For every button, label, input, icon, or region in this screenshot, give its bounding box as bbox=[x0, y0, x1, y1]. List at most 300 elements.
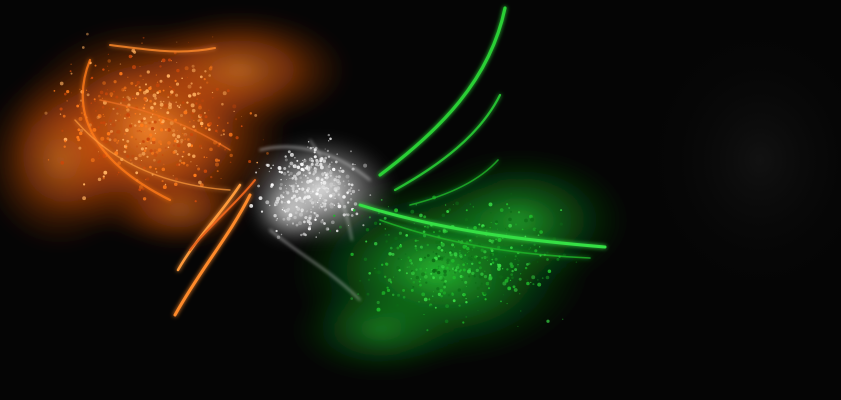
particle bbox=[377, 301, 380, 304]
particle bbox=[503, 244, 504, 245]
particle bbox=[352, 163, 354, 165]
particle bbox=[467, 263, 468, 264]
particle bbox=[419, 281, 421, 283]
particle bbox=[168, 146, 170, 148]
particle bbox=[95, 110, 97, 112]
particle bbox=[452, 268, 455, 271]
particle bbox=[144, 104, 146, 106]
particle bbox=[223, 133, 225, 135]
particle bbox=[513, 285, 516, 288]
particle bbox=[348, 183, 351, 186]
particle bbox=[488, 287, 490, 289]
particle bbox=[399, 241, 400, 242]
particle bbox=[441, 295, 443, 297]
particle bbox=[532, 283, 534, 285]
particle bbox=[139, 66, 140, 67]
particle bbox=[163, 185, 167, 189]
particle bbox=[153, 159, 156, 162]
particle bbox=[105, 125, 106, 126]
particle bbox=[443, 256, 444, 257]
particle bbox=[385, 228, 386, 229]
particle bbox=[576, 262, 577, 263]
particle bbox=[83, 183, 85, 185]
particle bbox=[208, 128, 211, 131]
particle bbox=[118, 140, 120, 142]
particle bbox=[445, 204, 446, 205]
particle bbox=[76, 136, 79, 139]
particle bbox=[311, 198, 313, 200]
particle bbox=[165, 184, 166, 185]
particle bbox=[158, 140, 162, 144]
particle bbox=[309, 179, 312, 182]
particle bbox=[526, 263, 529, 266]
particle bbox=[546, 251, 549, 254]
particle bbox=[181, 78, 183, 80]
particle bbox=[311, 201, 314, 204]
particle bbox=[154, 97, 157, 100]
particle bbox=[427, 244, 429, 246]
particle bbox=[289, 178, 290, 179]
particle bbox=[197, 92, 200, 95]
particle bbox=[284, 202, 285, 203]
particle bbox=[299, 213, 303, 217]
particle bbox=[283, 167, 286, 170]
particle bbox=[307, 219, 309, 221]
particle bbox=[539, 230, 543, 234]
particle bbox=[466, 247, 469, 250]
particle bbox=[506, 228, 507, 229]
particle bbox=[432, 276, 435, 279]
particle bbox=[60, 82, 64, 86]
particle bbox=[174, 182, 178, 186]
particle bbox=[106, 141, 108, 143]
particle bbox=[473, 226, 477, 230]
particle bbox=[438, 293, 441, 296]
particle bbox=[156, 171, 158, 173]
particle bbox=[113, 91, 115, 93]
particle bbox=[409, 259, 412, 262]
particle bbox=[103, 140, 107, 144]
particle bbox=[505, 256, 506, 257]
particle bbox=[181, 162, 183, 164]
particle bbox=[462, 321, 464, 323]
particle bbox=[329, 183, 333, 187]
particle bbox=[507, 287, 511, 291]
particle bbox=[107, 132, 111, 136]
particle bbox=[125, 144, 127, 146]
particle bbox=[199, 93, 200, 94]
particle bbox=[153, 102, 156, 105]
particle bbox=[116, 142, 118, 144]
particle bbox=[483, 256, 486, 259]
particle bbox=[285, 185, 286, 186]
particle bbox=[433, 251, 435, 253]
particle bbox=[204, 78, 206, 80]
particle bbox=[329, 163, 331, 165]
particle bbox=[470, 203, 472, 205]
particle bbox=[514, 288, 518, 292]
particle bbox=[385, 234, 387, 236]
particle bbox=[340, 167, 342, 169]
particle bbox=[124, 150, 127, 153]
particle bbox=[518, 259, 520, 261]
particle bbox=[495, 220, 498, 223]
particle bbox=[138, 188, 141, 191]
particle bbox=[464, 254, 466, 256]
particle bbox=[491, 249, 494, 252]
particle bbox=[136, 84, 138, 86]
particle bbox=[316, 160, 320, 164]
particle bbox=[259, 196, 263, 200]
particle bbox=[436, 287, 439, 290]
particle bbox=[121, 146, 122, 147]
particle bbox=[160, 80, 163, 83]
particle bbox=[329, 138, 332, 141]
particle bbox=[301, 209, 304, 212]
particle bbox=[187, 143, 191, 147]
particle bbox=[144, 99, 147, 102]
particle bbox=[280, 179, 282, 181]
particle bbox=[426, 268, 427, 269]
particle bbox=[98, 151, 99, 152]
particle bbox=[350, 187, 352, 189]
particle bbox=[477, 256, 478, 257]
particle bbox=[424, 314, 425, 315]
particle bbox=[459, 252, 461, 254]
particle bbox=[553, 237, 557, 241]
particle bbox=[522, 229, 524, 231]
particle bbox=[316, 236, 317, 237]
particle bbox=[121, 151, 122, 152]
particle bbox=[149, 149, 152, 152]
particle bbox=[331, 161, 333, 163]
particle bbox=[125, 90, 126, 91]
particle bbox=[282, 209, 283, 210]
particle bbox=[310, 209, 312, 211]
particle bbox=[379, 223, 381, 225]
particle bbox=[358, 189, 359, 190]
particle bbox=[198, 181, 202, 185]
particle bbox=[291, 177, 294, 180]
particle bbox=[495, 258, 498, 261]
particle bbox=[302, 201, 304, 203]
particle bbox=[217, 125, 218, 126]
particle bbox=[215, 159, 218, 162]
particle bbox=[288, 165, 290, 167]
particle bbox=[482, 292, 484, 294]
particle bbox=[186, 164, 189, 167]
particle bbox=[464, 234, 467, 237]
particle bbox=[299, 171, 301, 173]
particle bbox=[274, 204, 276, 206]
particle bbox=[440, 289, 443, 292]
particle bbox=[319, 194, 323, 198]
particle bbox=[495, 239, 497, 241]
particle bbox=[229, 133, 233, 137]
particle bbox=[410, 210, 414, 214]
particle bbox=[394, 208, 398, 212]
particle bbox=[60, 113, 61, 114]
particle bbox=[466, 209, 468, 211]
particle bbox=[99, 155, 100, 156]
particle bbox=[506, 203, 508, 205]
particle bbox=[309, 224, 310, 225]
particle bbox=[325, 149, 326, 150]
particle bbox=[77, 128, 80, 131]
particle bbox=[150, 106, 154, 110]
particle bbox=[308, 141, 309, 142]
particle bbox=[433, 291, 434, 292]
particle bbox=[426, 329, 428, 331]
particle bbox=[173, 144, 175, 146]
particle bbox=[182, 133, 183, 134]
particle bbox=[312, 191, 314, 193]
particle bbox=[316, 214, 319, 217]
particle bbox=[159, 65, 161, 67]
particle bbox=[293, 216, 296, 219]
particle bbox=[135, 97, 136, 98]
particle bbox=[153, 93, 157, 97]
particle bbox=[525, 267, 527, 269]
particle bbox=[346, 175, 350, 179]
particle bbox=[97, 116, 100, 119]
particle bbox=[156, 83, 160, 87]
particle bbox=[147, 70, 150, 73]
particle bbox=[470, 248, 472, 250]
particle bbox=[351, 184, 354, 187]
particle bbox=[444, 280, 447, 283]
particle bbox=[421, 293, 425, 297]
particle bbox=[143, 37, 145, 39]
particle bbox=[415, 240, 417, 242]
particle bbox=[348, 189, 352, 193]
particle bbox=[538, 284, 539, 285]
particle bbox=[188, 153, 191, 156]
particle bbox=[100, 137, 104, 141]
particle bbox=[232, 104, 236, 108]
particle bbox=[325, 189, 328, 192]
particle bbox=[439, 276, 443, 280]
particle bbox=[319, 198, 321, 200]
particle bbox=[176, 69, 179, 72]
particle bbox=[364, 258, 367, 261]
particle bbox=[417, 240, 418, 241]
particle bbox=[289, 185, 290, 186]
particle bbox=[307, 177, 309, 179]
particle bbox=[298, 198, 301, 201]
particle bbox=[435, 253, 437, 255]
particle bbox=[487, 256, 488, 257]
particle bbox=[445, 320, 449, 324]
particle bbox=[300, 163, 304, 167]
white-burst bbox=[245, 135, 395, 245]
particle bbox=[435, 266, 438, 269]
particle bbox=[424, 298, 428, 302]
particle bbox=[367, 293, 370, 296]
particle bbox=[177, 130, 178, 131]
particle bbox=[283, 172, 286, 175]
particle bbox=[300, 234, 302, 236]
particle bbox=[115, 137, 116, 138]
particle bbox=[419, 214, 423, 218]
particle bbox=[173, 93, 174, 94]
particle bbox=[405, 253, 407, 255]
particle bbox=[530, 218, 534, 222]
particle bbox=[91, 102, 93, 104]
particle bbox=[143, 91, 147, 95]
particle bbox=[145, 125, 148, 128]
particle bbox=[440, 296, 441, 297]
particle bbox=[438, 255, 440, 257]
particle bbox=[388, 234, 390, 236]
particle bbox=[442, 214, 446, 218]
particle bbox=[183, 110, 187, 114]
particle bbox=[134, 124, 136, 126]
particle bbox=[435, 307, 437, 309]
particle bbox=[319, 158, 320, 159]
particle bbox=[309, 158, 313, 162]
particle bbox=[248, 160, 251, 163]
particle bbox=[321, 172, 324, 175]
particle bbox=[427, 254, 430, 257]
particle bbox=[281, 201, 284, 204]
particle bbox=[193, 120, 194, 121]
particle bbox=[249, 204, 253, 208]
particle bbox=[490, 212, 492, 214]
particle bbox=[125, 147, 127, 149]
particle bbox=[129, 55, 132, 58]
particle bbox=[156, 111, 157, 112]
particle bbox=[118, 172, 120, 174]
particle bbox=[324, 194, 325, 195]
particle bbox=[204, 169, 207, 172]
particle bbox=[292, 184, 296, 188]
particle bbox=[269, 205, 270, 206]
particle bbox=[319, 207, 320, 208]
particle bbox=[498, 238, 502, 242]
particle bbox=[208, 122, 211, 125]
particle bbox=[513, 248, 514, 249]
particle bbox=[304, 191, 307, 194]
particle bbox=[439, 230, 441, 232]
particle bbox=[79, 117, 83, 121]
particle bbox=[162, 59, 166, 63]
particle bbox=[144, 121, 147, 124]
particle bbox=[141, 119, 144, 122]
particle bbox=[133, 51, 136, 54]
particle bbox=[176, 83, 179, 86]
particle bbox=[408, 256, 410, 258]
particle bbox=[212, 97, 214, 99]
particle bbox=[103, 116, 104, 117]
particle bbox=[526, 282, 530, 286]
particle bbox=[188, 42, 189, 43]
particle bbox=[443, 291, 446, 294]
particle bbox=[302, 160, 303, 161]
particle bbox=[480, 273, 483, 276]
particle bbox=[192, 93, 196, 97]
particle bbox=[462, 276, 464, 278]
particle bbox=[119, 105, 120, 106]
particle bbox=[341, 170, 344, 173]
particle bbox=[167, 141, 171, 145]
particle bbox=[488, 277, 492, 281]
particle bbox=[210, 176, 212, 178]
particle bbox=[330, 170, 331, 171]
particle bbox=[397, 258, 399, 260]
particle bbox=[140, 164, 142, 166]
particle bbox=[394, 237, 397, 240]
particle bbox=[296, 181, 297, 182]
particle bbox=[484, 226, 486, 228]
particle bbox=[443, 286, 446, 289]
particle bbox=[334, 178, 337, 181]
particle bbox=[381, 264, 383, 266]
particle bbox=[316, 193, 319, 196]
particle bbox=[300, 188, 302, 190]
particle bbox=[454, 246, 455, 247]
particle bbox=[457, 264, 460, 267]
particle bbox=[292, 188, 295, 191]
particle bbox=[533, 244, 535, 246]
particle bbox=[446, 262, 449, 265]
particle bbox=[173, 175, 174, 176]
particle bbox=[98, 178, 101, 181]
particle bbox=[321, 179, 324, 182]
particle bbox=[336, 230, 339, 233]
particle bbox=[529, 215, 531, 217]
particle bbox=[215, 163, 219, 167]
particle bbox=[159, 97, 160, 98]
particle bbox=[170, 94, 172, 96]
particle bbox=[393, 277, 394, 278]
particle bbox=[437, 246, 441, 250]
particle bbox=[521, 245, 523, 247]
particle bbox=[163, 164, 164, 165]
particle bbox=[304, 196, 306, 198]
particle bbox=[469, 239, 471, 241]
particle bbox=[455, 202, 459, 206]
particle bbox=[150, 116, 152, 118]
particle bbox=[418, 284, 419, 285]
particle bbox=[312, 206, 313, 207]
particle bbox=[76, 105, 79, 108]
particle bbox=[140, 123, 144, 127]
particle bbox=[206, 81, 208, 83]
particle bbox=[162, 168, 166, 172]
particle bbox=[150, 142, 152, 144]
particle bbox=[560, 223, 563, 226]
particle bbox=[363, 164, 367, 168]
particle bbox=[230, 161, 232, 163]
particle bbox=[468, 275, 470, 277]
particle bbox=[432, 269, 436, 273]
particle bbox=[192, 154, 195, 157]
particle bbox=[263, 139, 264, 140]
particle bbox=[458, 304, 460, 306]
particle bbox=[143, 79, 144, 80]
particle bbox=[502, 268, 503, 269]
particle bbox=[212, 36, 213, 37]
particle bbox=[162, 103, 163, 104]
particle bbox=[302, 169, 304, 171]
particle bbox=[270, 185, 273, 188]
particle bbox=[350, 193, 352, 195]
particle bbox=[316, 177, 320, 181]
particle bbox=[546, 276, 550, 280]
particle bbox=[131, 123, 133, 125]
particle bbox=[156, 74, 158, 76]
